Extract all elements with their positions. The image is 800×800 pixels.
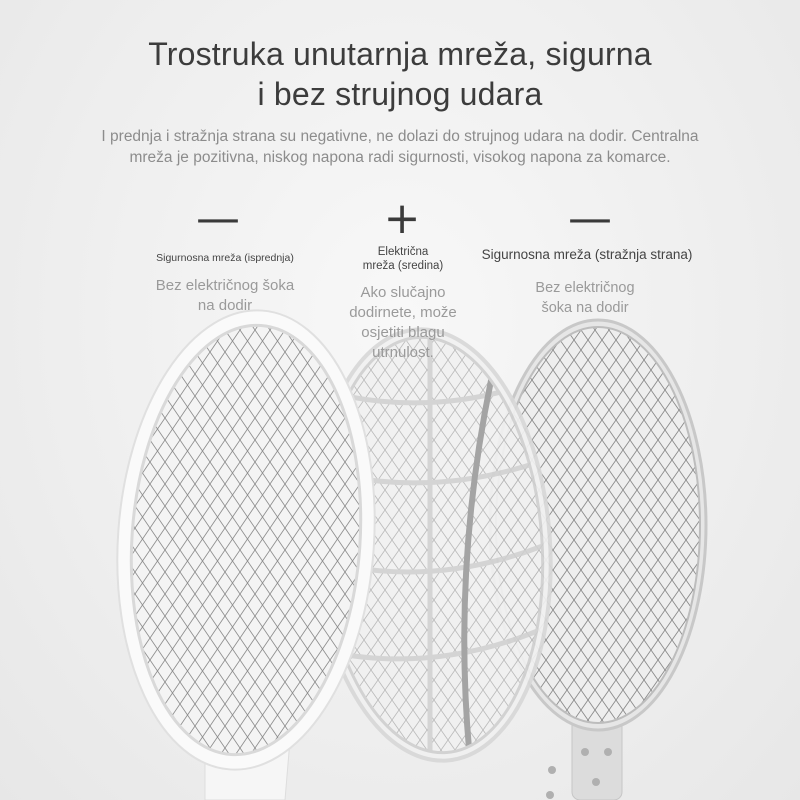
plus-sign-icon: +	[383, 193, 421, 244]
front-mesh-label: Sigurnosna mreža (isprednja)	[156, 252, 294, 264]
electric-mesh-description	[335, 283, 471, 363]
back-mesh-description	[505, 278, 665, 318]
back-mesh-label: Sigurnosna mreža (stražnja strana)	[481, 247, 693, 262]
front-mesh-desc-line-2: na dodir	[197, 297, 253, 314]
electric-mesh-label-line-2: mreža (sredina)	[362, 260, 444, 272]
front-mesh-desc-line-1: Bez električnog šoka	[155, 277, 295, 294]
back-mesh-desc-line-1: Bez električnog	[535, 280, 635, 296]
electric-mesh-desc-line-3: osjetiti blagu	[361, 324, 445, 341]
minus-sign-icon: —	[196, 193, 240, 244]
minus-sign-icon: —	[568, 193, 612, 244]
headline-line-1: Trostruka unutarnja mreža, sigurna	[148, 36, 652, 72]
electric-mesh-label	[340, 245, 466, 273]
electric-mesh-desc-line-2: dodirnete, može	[349, 304, 457, 321]
headline-line-2: i bez strujnog udara	[257, 76, 543, 112]
front-safety-mesh-racket	[102, 302, 389, 800]
description-line-1: I prednja i stražnja strana su negativne, ne dolazi do strujnog udara na dodir. Centralna	[101, 128, 699, 145]
back-mesh-desc-line-2: šoka na dodir	[541, 300, 629, 316]
electric-mesh-label-line-1: Električna	[377, 246, 429, 258]
description-line-2: mreža je pozitivna, niskog napona radi sigurnosti, visokog napona za komarce.	[129, 149, 671, 166]
electric-mesh-desc-line-1: Ako slučajno	[360, 284, 446, 301]
electric-mesh-desc-line-4: utrnulost.	[372, 344, 434, 361]
front-mesh-description	[130, 276, 320, 316]
